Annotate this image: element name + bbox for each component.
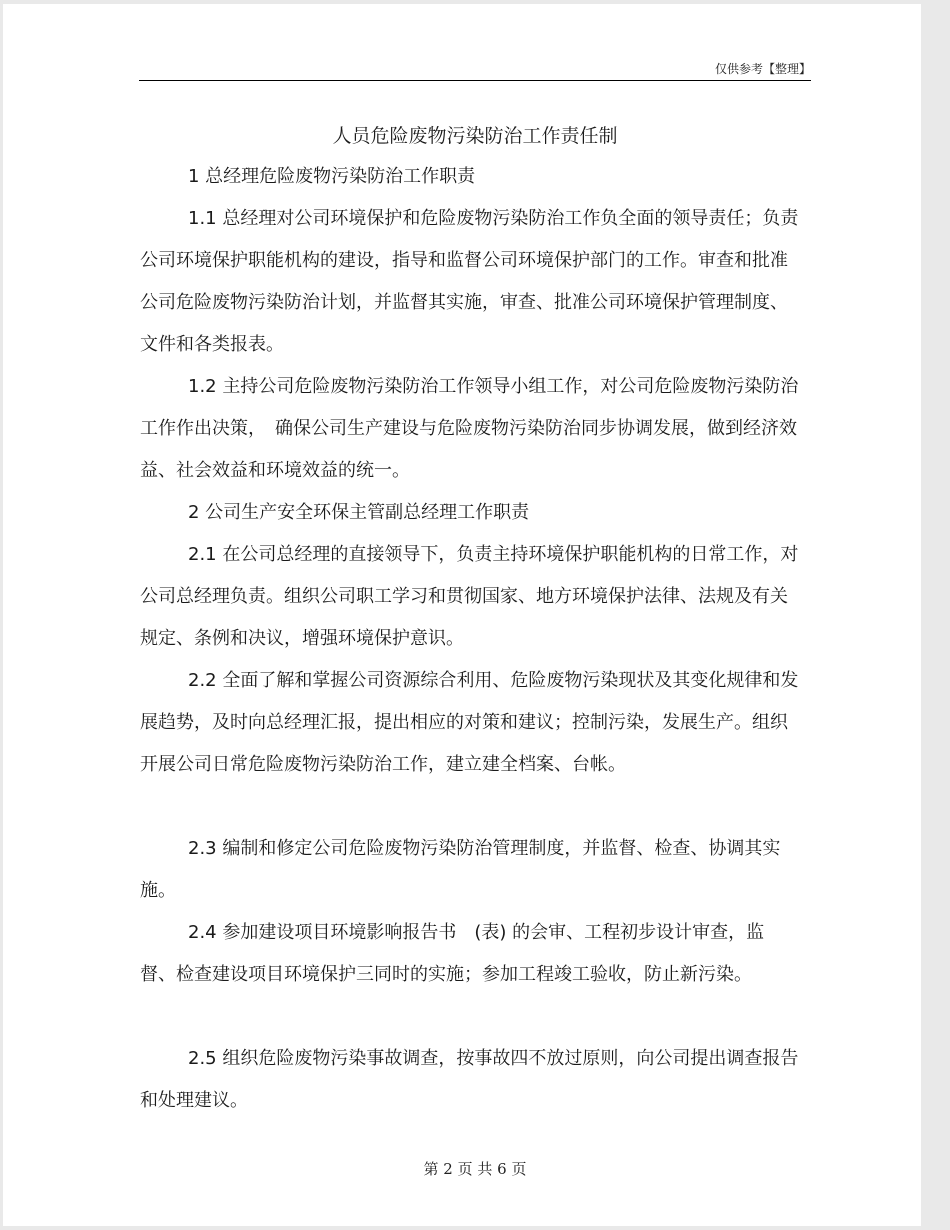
header-divider (139, 80, 811, 81)
section-heading-1: 1 总经理危险废物污染防治工作职责 (188, 166, 476, 187)
paragraph-1-2: 1.2 主持公司危险废物污染防治工作领导小组工作，对公司危险废物污染防治工作作出决策， 确保公司生产建设与危险废物污染防治同步协调发展，做到经济效益、社会效益和环境效益的统一。 (140, 376, 799, 481)
document-title: 人员危险废物污染防治工作责任制 (332, 125, 618, 147)
header-note: 仅供参考【整理】 (714, 62, 811, 76)
paragraph-2-4: 2.4 参加建设项目环境影响报告书 (表) 的会审、工程初步设计审查，监督、检查建设项目环境保护三同时的实施；参加工程竣工验收，防止新污染。 (140, 922, 765, 985)
document-page (3, 4, 921, 1226)
paragraph-2-2: 2.2 全面了解和掌握公司资源综合利用、危险废物污染现状及其变化规律和发展趋势，及时向总经理汇报，提出相应的对策和建议；控制污染，发展生产。组织开展公司日常危险废物污染防治工作，建立建全档案、台帐。 (140, 670, 799, 775)
section-heading-2: 2 公司生产安全环保主管副总经理工作职责 (188, 502, 530, 523)
paragraph-2-5: 2.5 组织危险废物污染事故调查，按事故四不放过原则，向公司提出调查报告和处理建议。 (140, 1048, 799, 1111)
paragraph-1-1: 1.1 总经理对公司环境保护和危险废物污染防治工作负全面的领导责任；负责公司环境保护职能机构的建设，指导和监督公司环境保护部门的工作。审查和批准公司危险废物污染防治计划，并监督其实施，审查、批准公司环境保护管理制度、文件和各类报表。 (140, 208, 799, 355)
paragraph-2-1: 2.1 在公司总经理的直接领导下，负责主持环境保护职能机构的日常工作，对公司总经理负责。组织公司职工学习和贯彻国家、地方环境保护法律、法规及有关规定、条例和决议，增强环境保护意识。 (140, 544, 799, 649)
paragraph-2-3: 2.3 编制和修定公司危险废物污染防治管理制度，并监督、检查、协调其实施。 (140, 838, 781, 901)
page-number: 第 2 页 共 6 页 (423, 1160, 527, 1178)
